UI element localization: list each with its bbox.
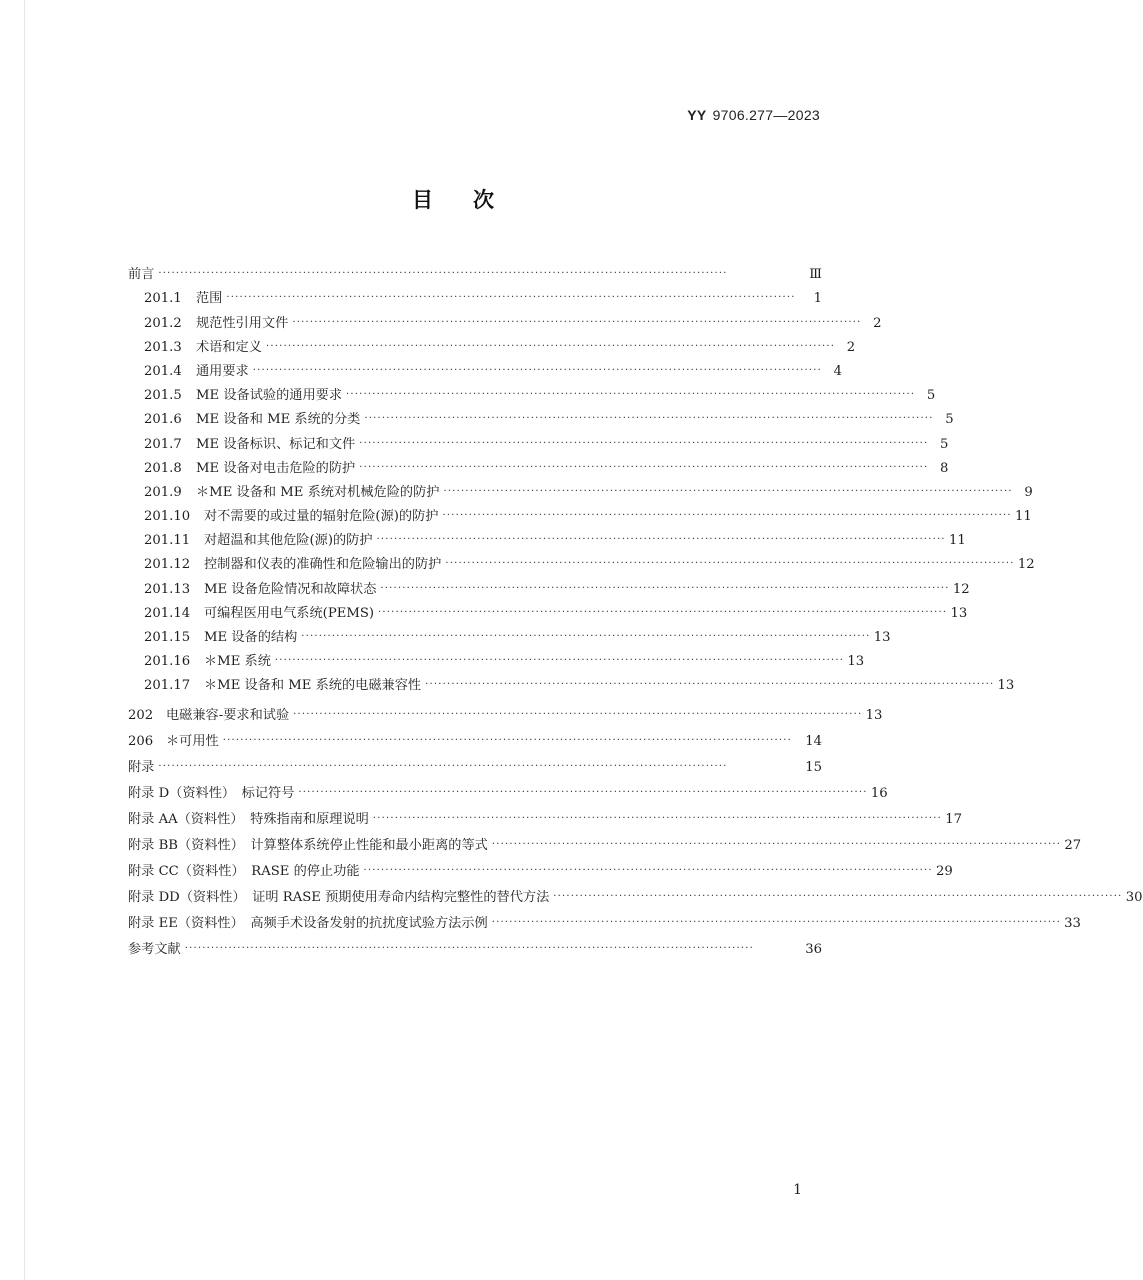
toc-entry-label: 附录 BB（资料性） 计算整体系统停止性能和最小距离的等式: [128, 838, 488, 854]
toc-entry-number: 201.8: [144, 460, 182, 476]
toc-entry-label: 可编程医用电气系统(PEMS): [204, 605, 375, 621]
toc-entry[interactable]: [128, 574, 970, 598]
toc-entry-label: 对超温和其他危险(源)的防护: [204, 533, 373, 549]
toc-entry[interactable]: [128, 881, 1143, 907]
toc-entry-label: ＊ME 系统: [204, 654, 271, 670]
toc-leader-dots: ··································································································································: [293, 709, 863, 721]
toc-entry[interactable]: [128, 333, 856, 357]
standard-prefix: YY: [687, 107, 707, 123]
toc-leader-dots: ··································································································································: [222, 735, 792, 747]
toc-entry[interactable]: [128, 429, 949, 453]
toc-entry-label: 规范性引用文件: [196, 315, 289, 331]
toc-entry-number: 202: [128, 708, 154, 724]
toc-entry-page: 5: [940, 436, 949, 452]
toc-entry[interactable]: [128, 829, 1082, 855]
toc-entry-page: 36: [805, 942, 822, 958]
toc-entry[interactable]: [128, 478, 1033, 502]
toc-entry-page: 12: [1017, 557, 1035, 573]
toc-entry-page: 14: [805, 734, 822, 750]
toc-entry[interactable]: [128, 751, 822, 777]
toc-leader-dots: ··································································································································: [184, 943, 754, 955]
toc-leader-dots: ··································································································································: [363, 865, 933, 877]
toc-entry[interactable]: [128, 308, 882, 332]
table-of-contents: [128, 260, 1143, 959]
toc-entry-label: 附录 EE（资料性） 高频手术设备发射的抗扰度试验方法示例: [128, 916, 488, 932]
toc-entry[interactable]: [128, 623, 891, 647]
toc-entry-page: 5: [945, 412, 954, 428]
toc-entry-number: 201.9: [144, 484, 182, 500]
toc-leader-dots: ··································································································································: [274, 655, 845, 667]
standard-code: 9706.277—2023: [712, 107, 820, 123]
toc-entry-number: 201.14: [144, 605, 191, 621]
toc-entry-page: 13: [847, 654, 865, 670]
toc-leader-dots: ··································································································································: [265, 340, 836, 352]
toc-entry[interactable]: [128, 933, 822, 959]
toc-entry[interactable]: [128, 357, 842, 381]
toc-entry[interactable]: [128, 526, 966, 550]
toc-entry-page: 2: [873, 315, 882, 331]
toc-entry-label: ME 设备危险情况和故障状态: [204, 581, 377, 597]
toc-entry-label: 通用要求: [196, 363, 249, 379]
toc-entry[interactable]: [128, 454, 949, 478]
toc-entry[interactable]: [128, 803, 963, 829]
toc-leader-dots: ··································································································································: [359, 437, 929, 449]
toc-entry-label: ME 设备对电击危险的防护: [196, 460, 356, 476]
toc-entry-page: 12: [952, 581, 970, 597]
toc-entry-page: 16: [870, 786, 888, 802]
toc-entry-label: ME 设备和 ME 系统的分类: [196, 412, 361, 428]
toc-entry-number: 201.16: [144, 654, 191, 670]
toc-entry-number: 201.13: [144, 581, 191, 597]
toc-leader-dots: ··································································································································: [292, 316, 862, 328]
toc-leader-dots: ··································································································································: [301, 631, 871, 642]
toc-entry-page: 1: [813, 291, 822, 307]
toc-entry-label: 前言: [128, 267, 155, 283]
toc-entry-label: 附录 AA（资料性） 特殊指南和原理说明: [128, 812, 369, 828]
toc-entry-number: 201.2: [144, 315, 182, 331]
toc-entry-label: 参考文献: [128, 942, 181, 958]
toc-entry[interactable]: [128, 699, 883, 725]
toc-entry-page: 13: [873, 630, 891, 645]
toc-entry[interactable]: [128, 907, 1081, 933]
toc-entry-page: 13: [997, 678, 1015, 694]
toc-entry-label: 术语和定义: [196, 339, 262, 355]
toc-entry-number: 201.10: [144, 509, 191, 525]
toc-entry[interactable]: [128, 855, 953, 881]
toc-entry-page: 9: [1024, 484, 1033, 500]
toc-entry-number: 201.11: [144, 533, 191, 549]
toc-entry-number: 201.1: [144, 291, 182, 307]
toc-leader-dots: ··································································································································: [553, 891, 1123, 903]
toc-entry[interactable]: [128, 671, 1015, 695]
toc-entry-number: 201.3: [144, 339, 182, 355]
toc-entry[interactable]: [128, 381, 936, 405]
toc-entry-number: 201.6: [144, 412, 182, 428]
toc-entry-page: 8: [940, 460, 949, 476]
toc-entry-label: 附录 CC（资料性） RASE 的停止功能: [128, 864, 360, 880]
toc-entry-number: 206: [128, 734, 154, 750]
toc-entry-label: ME 设备试验的通用要求: [196, 388, 343, 404]
toc-title: 目次: [412, 187, 534, 212]
toc-leader-dots: ··································································································································: [442, 510, 1012, 522]
toc-entry-number: 201.15: [144, 630, 191, 645]
toc-entry-number: 201.7: [144, 436, 182, 452]
toc-leader-dots: ··································································································································: [443, 485, 1013, 497]
toc-entry-page: 5: [926, 388, 936, 404]
toc-leader-dots: ··································································································································: [226, 292, 796, 304]
toc-entry-page: Ⅲ: [809, 267, 822, 283]
toc-leader-dots: ··································································································································: [445, 558, 1015, 570]
toc-entry[interactable]: [128, 599, 968, 623]
toc-leader-dots: ··································································································································: [378, 606, 948, 618]
toc-entry-page: 2: [846, 339, 856, 355]
toc-entry-label: 附录 D（资料性） 标记符号: [128, 786, 295, 802]
toc-leader-dots: ··································································································································: [491, 839, 1062, 851]
toc-entry-page: 33: [1064, 916, 1081, 932]
toc-leader-dots: ··································································································································: [425, 679, 995, 691]
toc-entry[interactable]: [128, 405, 954, 429]
toc-leader-dots: ··································································································································: [346, 389, 916, 401]
toc-entry-page: 27: [1064, 838, 1082, 854]
toc-entry-label: 控制器和仪表的准确性和危险输出的防护: [204, 557, 442, 573]
toc-entry-label: ME 设备的结构: [204, 630, 298, 645]
toc-leader-dots: ··································································································································: [158, 268, 728, 280]
toc-entry-page: 4: [833, 363, 842, 379]
toc-entry-label: 对不需要的或过量的辐射危险(源)的防护: [204, 509, 439, 525]
toc-leader-dots: ··································································································································: [364, 413, 934, 425]
toc-entry[interactable]: [128, 284, 822, 308]
toc-entry[interactable]: [128, 725, 822, 751]
toc-entry[interactable]: [128, 777, 888, 803]
toc-leader-dots: ··································································································································: [158, 761, 728, 773]
toc-entry-page: 17: [945, 812, 963, 828]
toc-entry-page: 30: [1125, 890, 1143, 906]
toc-entry-page: 11: [949, 533, 966, 549]
toc-leader-dots: ··································································································································: [372, 813, 943, 825]
toc-entry-number: 201.5: [144, 388, 182, 404]
toc-entry-label: 范围: [196, 291, 223, 307]
toc-entry-label: 附录 DD（资料性） 证明 RASE 预期使用寿命内结构完整性的替代方法: [128, 890, 550, 906]
toc-leader-dots: ··································································································································: [376, 534, 946, 546]
toc-entry-page: 29: [935, 864, 953, 880]
toc-entry-page: 13: [950, 605, 968, 621]
toc-entry[interactable]: [128, 260, 822, 284]
toc-leader-dots: ··································································································································: [298, 787, 868, 799]
toc-entry-label: 电磁兼容-要求和试验: [166, 708, 290, 724]
toc-entry-page: 11: [1014, 509, 1032, 525]
toc-entry-label: ＊ME 设备和 ME 系统对机械危险的防护: [196, 484, 440, 500]
toc-entry-page: 15: [805, 760, 822, 776]
toc-entry-number: 201.4: [144, 363, 182, 379]
toc-entry[interactable]: [128, 550, 1035, 574]
toc-entry-label: ＊可用性: [166, 734, 219, 750]
toc-entry[interactable]: [128, 647, 865, 671]
toc-entry-label: ＊ME 设备和 ME 系统的电磁兼容性: [204, 678, 422, 694]
toc-entry-number: 201.17: [144, 678, 191, 694]
toc-leader-dots: ··································································································································: [380, 582, 950, 594]
toc-entry-label: 附录: [128, 760, 155, 776]
toc-leader-dots: ··································································································································: [252, 364, 822, 376]
page-number: 1: [793, 1182, 802, 1198]
toc-leader-dots: ··································································································································: [359, 461, 929, 473]
toc-entry-label: ME 设备标识、标记和文件: [196, 436, 356, 452]
standard-number: [687, 107, 820, 123]
toc-leader-dots: ··································································································································: [491, 917, 1061, 929]
toc-entry[interactable]: [128, 502, 1032, 526]
toc-entry-page: 13: [865, 708, 883, 724]
toc-entry-number: 201.12: [144, 557, 191, 573]
